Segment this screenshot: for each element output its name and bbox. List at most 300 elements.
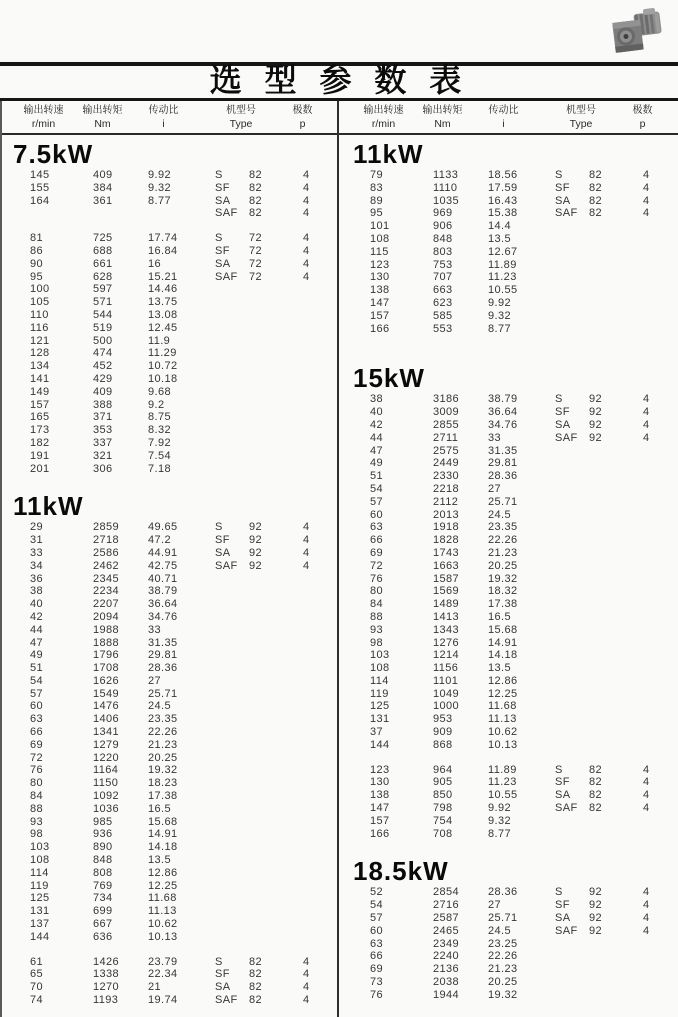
- cell-torque: 474: [93, 347, 113, 360]
- cell-speed: 89: [370, 194, 384, 207]
- type-prefix: SA: [215, 546, 231, 559]
- cell-speed: 40: [370, 406, 384, 419]
- table-row: [340, 776, 678, 789]
- cell-type: SA 82: [215, 981, 263, 994]
- cell-type: [215, 296, 303, 309]
- cell-speed: 76: [30, 764, 44, 777]
- cell-ratio: 16: [148, 257, 162, 270]
- table-row: [340, 976, 678, 989]
- cell-poles: [303, 905, 338, 918]
- table-row: [0, 373, 338, 386]
- cell-poles: [643, 470, 678, 483]
- cell-type: [215, 752, 303, 765]
- cell-ratio: 24.5: [148, 700, 172, 713]
- cell-ratio: 11.89: [488, 763, 517, 776]
- table-row: [340, 534, 678, 547]
- cell-ratio: 11.23: [488, 271, 517, 284]
- type-prefix: SAF: [555, 802, 578, 815]
- cell-ratio: 18.32: [488, 585, 518, 598]
- cell-ratio: 16.43: [488, 194, 518, 207]
- cell-torque: 1338: [93, 968, 120, 981]
- cell-torque: 848: [433, 232, 453, 245]
- cell-poles: [303, 424, 338, 437]
- cell-torque: 868: [433, 738, 453, 751]
- table-row: [0, 573, 338, 586]
- cell-poles: 4: [643, 181, 650, 194]
- cell-type: S 92: [215, 521, 263, 534]
- cell-speed: 88: [370, 610, 384, 623]
- table-row: [0, 981, 338, 994]
- cell-speed: 65: [30, 968, 44, 981]
- cell-type: [215, 841, 303, 854]
- cell-type: SA 82: [555, 789, 603, 802]
- table-row: [340, 560, 678, 573]
- cell-ratio: 21.23: [488, 963, 518, 976]
- cell-poles: [643, 688, 678, 701]
- column-header-unit: i: [162, 118, 165, 130]
- table-row: [0, 611, 338, 624]
- table-row: [0, 424, 338, 437]
- cell-poles: [643, 310, 678, 323]
- cell-speed: 95: [370, 207, 384, 220]
- cell-speed: 60: [370, 924, 384, 937]
- cell-speed: 144: [370, 738, 390, 751]
- cell-speed: [30, 207, 93, 220]
- cell-torque: 1888: [93, 636, 120, 649]
- cell-poles: [303, 726, 338, 739]
- cell-poles: [303, 437, 338, 450]
- cell-poles: [643, 675, 678, 688]
- cell-poles: 4: [643, 802, 650, 815]
- table-row: [0, 547, 338, 560]
- cell-speed: 72: [370, 559, 384, 572]
- table-column-right: [340, 135, 678, 1002]
- cell-ratio: 27: [148, 674, 162, 687]
- type-prefix: SF: [555, 776, 570, 789]
- cell-poles: 4: [303, 169, 310, 181]
- cell-ratio: 13.5: [488, 662, 512, 675]
- cell-poles: [303, 450, 338, 463]
- section-title: 18.5kW: [353, 856, 449, 887]
- cell-ratio: 10.55: [488, 284, 518, 297]
- cell-ratio: 20.25: [488, 559, 518, 572]
- cell-torque: 1489: [433, 598, 460, 611]
- table-row: [0, 411, 338, 424]
- table-row: [340, 585, 678, 598]
- cell-poles: [303, 892, 338, 905]
- table-row: [0, 296, 338, 309]
- cell-speed: 155: [30, 181, 50, 194]
- cell-poles: 4: [303, 232, 310, 245]
- cell-speed: 69: [370, 963, 384, 976]
- cell-ratio: 7.54: [148, 449, 172, 462]
- cell-speed: 157: [370, 814, 390, 827]
- cell-torque: 985: [93, 815, 113, 828]
- cell-speed: 83: [370, 181, 384, 194]
- header-unit-row: [0, 118, 338, 132]
- cell-speed: 54: [370, 482, 384, 495]
- cell-torque: 623: [433, 296, 453, 309]
- table-row: [0, 688, 338, 701]
- cell-ratio: 11.13: [488, 713, 517, 726]
- cell-type: [555, 649, 643, 662]
- column-header-label: 输出转速: [23, 105, 64, 116]
- cell-ratio: 9.92: [488, 802, 512, 815]
- cell-speed: 36: [30, 572, 44, 585]
- cell-torque: 3186: [433, 393, 460, 406]
- cell-speed: 84: [30, 790, 44, 803]
- cell-speed: 76: [370, 572, 384, 585]
- cell-ratio: 10.62: [148, 918, 178, 931]
- cell-type: [215, 726, 303, 739]
- cell-speed: 47: [30, 636, 44, 649]
- cell-speed: 33: [30, 546, 44, 559]
- type-prefix: SAF: [215, 207, 238, 220]
- cell-poles: [643, 989, 678, 1002]
- cell-torque: 2462: [93, 559, 120, 572]
- cell-torque: 803: [433, 245, 453, 258]
- cell-type: [555, 470, 643, 483]
- table-row: [340, 207, 678, 220]
- cell-poles: [303, 411, 338, 424]
- cell-poles: [643, 598, 678, 611]
- cell-torque: 452: [93, 360, 113, 373]
- cell-type: [215, 573, 303, 586]
- cell-poles: 4: [303, 559, 310, 572]
- cell-type: [555, 976, 643, 989]
- cell-type: [555, 611, 643, 624]
- table-row: [340, 938, 678, 951]
- table-row: [0, 816, 338, 829]
- cell-type: S 92: [555, 393, 603, 406]
- type-prefix: SF: [215, 181, 230, 194]
- table-row: [0, 931, 338, 944]
- column-header-unit: p: [299, 118, 306, 130]
- table-row: [340, 496, 678, 509]
- cell-speed: 44: [30, 623, 44, 636]
- cell-type: S 82: [555, 169, 603, 181]
- table-row: [0, 560, 338, 573]
- type-prefix: S: [215, 521, 223, 534]
- row-block: [0, 232, 338, 475]
- cell-poles: [643, 726, 678, 739]
- cell-poles: [643, 534, 678, 547]
- cell-poles: [303, 649, 338, 662]
- column-header-unit: Nm: [94, 118, 111, 130]
- table-row: [0, 437, 338, 450]
- table-row: [0, 956, 338, 969]
- cell-type: [555, 483, 643, 496]
- cell-torque: 1220: [93, 751, 120, 764]
- cell-poles: [303, 463, 338, 476]
- type-prefix: SAF: [555, 431, 578, 444]
- cell-ratio: 17.74: [148, 232, 178, 245]
- column-header-unit: Type: [229, 118, 253, 130]
- cell-torque: 1413: [433, 610, 460, 623]
- cell-speed: 74: [30, 994, 44, 1007]
- cell-speed: 157: [30, 398, 50, 411]
- cell-ratio: 21.23: [488, 546, 518, 559]
- cell-poles: 4: [643, 431, 650, 444]
- table-row: [0, 905, 338, 918]
- cell-ratio: 9.32: [488, 814, 512, 827]
- cell-type: [555, 297, 643, 310]
- cell-torque: 2586: [93, 546, 120, 559]
- cell-torque: 1164: [93, 764, 119, 777]
- cell-speed: 125: [30, 892, 50, 905]
- cell-type: [215, 675, 303, 688]
- cell-type: SF 72: [215, 244, 263, 257]
- cell-torque: 571: [93, 296, 113, 309]
- cell-speed: 76: [370, 988, 384, 1001]
- cell-torque: 661: [93, 257, 113, 270]
- cell-type: SAF 82: [215, 207, 263, 220]
- cell-speed: 164: [30, 194, 50, 207]
- cell-ratio: 11.13: [148, 905, 177, 918]
- table-row: [340, 912, 678, 925]
- cell-speed: 63: [30, 713, 44, 726]
- table-row: [0, 649, 338, 662]
- cell-torque: 553: [433, 322, 453, 335]
- cell-speed: 114: [30, 866, 49, 879]
- cell-poles: 4: [303, 546, 310, 559]
- cell-ratio: 11.68: [488, 700, 517, 713]
- cell-torque: 337: [93, 436, 113, 449]
- cell-type: [555, 271, 643, 284]
- column-header-unit: p: [639, 118, 646, 130]
- cell-type: [555, 739, 643, 752]
- cell-poles: 4: [643, 406, 650, 419]
- cell-speed: 98: [370, 636, 384, 649]
- cell-torque: 2465: [433, 924, 460, 937]
- cell-torque: 2716: [433, 899, 460, 912]
- table-row: [340, 828, 678, 841]
- cell-torque: 384: [93, 181, 113, 194]
- type-prefix: S: [555, 393, 563, 406]
- cell-speed: 90: [30, 257, 44, 270]
- cell-torque: 1626: [93, 674, 120, 687]
- cell-type: [555, 457, 643, 470]
- table-row: [340, 432, 678, 445]
- cell-poles: [303, 700, 338, 713]
- table-row: [0, 637, 338, 650]
- cell-torque: 2349: [433, 937, 460, 950]
- page-title: 选 型 参 数 表: [209, 62, 469, 98]
- type-prefix: SA: [555, 418, 571, 431]
- table-row: [340, 739, 678, 752]
- cell-torque: 2330: [433, 470, 460, 483]
- cell-type: [555, 828, 643, 841]
- cell-type: [555, 246, 643, 259]
- cell-ratio: 38.79: [148, 585, 178, 598]
- column-header-unit: r/min: [31, 118, 56, 130]
- cell-poles: [303, 816, 338, 829]
- cell-type: [555, 547, 643, 560]
- cell-speed: 134: [30, 360, 50, 373]
- type-prefix: SAF: [215, 559, 238, 572]
- cell-speed: 191: [30, 449, 50, 462]
- cell-speed: 123: [370, 258, 390, 271]
- table-row: [0, 169, 338, 182]
- cell-torque: 2013: [433, 508, 460, 521]
- cell-ratio: 8.77: [488, 827, 512, 840]
- table-row: [0, 675, 338, 688]
- cell-type: [555, 688, 643, 701]
- cell-torque: 2718: [93, 534, 120, 547]
- cell-type: S 82: [215, 955, 263, 968]
- row-block: [0, 169, 338, 220]
- table-row: [340, 259, 678, 272]
- cell-torque: 1276: [433, 636, 460, 649]
- cell-torque: 1708: [93, 662, 120, 675]
- cell-ratio: 11.9: [148, 334, 171, 347]
- table-row: [0, 450, 338, 463]
- type-prefix: SF: [555, 899, 570, 912]
- table-row: [340, 419, 678, 432]
- cell-ratio: 14.46: [148, 283, 178, 296]
- cell-poles: [303, 790, 338, 803]
- table-row: [0, 283, 338, 296]
- cell-type: [555, 700, 643, 713]
- cell-poles: 4: [643, 207, 650, 220]
- cell-poles: [303, 573, 338, 586]
- cell-type: SAF 82: [555, 802, 603, 815]
- table-row: [340, 675, 678, 688]
- cell-poles: 4: [303, 968, 310, 981]
- cell-type: [215, 437, 303, 450]
- cell-ratio: 7.92: [148, 436, 172, 449]
- table-row: [340, 700, 678, 713]
- cell-ratio: 19.32: [488, 988, 518, 1001]
- cell-ratio: 9.2: [148, 398, 165, 411]
- cell-type: [215, 611, 303, 624]
- cell-ratio: 28.36: [148, 662, 178, 675]
- cell-speed: 60: [30, 700, 44, 713]
- cell-poles: [303, 386, 338, 399]
- cell-ratio: 15.68: [148, 815, 178, 828]
- cell-torque: 353: [93, 424, 113, 437]
- type-prefix: SAF: [555, 207, 578, 220]
- cell-torque: 798: [433, 802, 453, 815]
- cell-poles: [303, 828, 338, 841]
- cell-type: [215, 283, 303, 296]
- cell-ratio: 11.89: [488, 258, 517, 271]
- cell-poles: [303, 598, 338, 611]
- cell-poles: [303, 624, 338, 637]
- table-row: [340, 233, 678, 246]
- cell-ratio: 12.86: [148, 866, 178, 879]
- cell-torque: 708: [433, 827, 453, 840]
- table-row: [340, 457, 678, 470]
- cell-ratio: 22.26: [148, 726, 178, 739]
- cell-ratio: 9.92: [148, 169, 172, 181]
- header-label-row: [340, 102, 678, 118]
- cell-type: [215, 347, 303, 360]
- table-row: [0, 335, 338, 348]
- cell-torque: 1133: [433, 169, 459, 181]
- cell-torque: 1193: [93, 994, 119, 1007]
- cell-torque: 936: [93, 828, 113, 841]
- cell-poles: [643, 963, 678, 976]
- cell-type: [215, 411, 303, 424]
- cell-poles: [643, 323, 678, 336]
- cell-ratio: 22.34: [148, 968, 178, 981]
- cell-ratio: 44.91: [148, 546, 178, 559]
- cell-type: [215, 649, 303, 662]
- cell-torque: 409: [93, 385, 113, 398]
- cell-speed: 66: [30, 726, 44, 739]
- cell-poles: [643, 739, 678, 752]
- cell-poles: [643, 649, 678, 662]
- table-row: [340, 963, 678, 976]
- table-row: [340, 195, 678, 208]
- cell-poles: [303, 713, 338, 726]
- cell-speed: 52: [370, 886, 384, 899]
- cell-torque: 964: [433, 763, 453, 776]
- table-row: [340, 989, 678, 1002]
- cell-poles: 4: [643, 886, 650, 899]
- cell-ratio: 36.64: [148, 598, 178, 611]
- cell-ratio: 33: [148, 623, 162, 636]
- cell-type: S 82: [555, 763, 603, 776]
- cell-type: [555, 624, 643, 637]
- cell-speed: 141: [30, 372, 50, 385]
- cell-torque: 734: [93, 892, 113, 905]
- cell-poles: [643, 700, 678, 713]
- cell-type: [215, 764, 303, 777]
- cell-speed: 131: [30, 905, 50, 918]
- cell-type: [215, 450, 303, 463]
- type-prefix: S: [555, 763, 563, 776]
- cell-type: [215, 309, 303, 322]
- table-row: [340, 764, 678, 777]
- cell-torque: 2345: [93, 572, 120, 585]
- cell-type: [215, 828, 303, 841]
- cell-type: [215, 688, 303, 701]
- cell-torque: 1156: [433, 662, 459, 675]
- cell-torque: 1587: [433, 572, 460, 585]
- row-block: [0, 956, 338, 1007]
- cell-poles: 4: [303, 270, 310, 283]
- table-row: [0, 322, 338, 335]
- column-header-label: 输出转速: [363, 105, 404, 116]
- table-row: [0, 867, 338, 880]
- cell-ratio: 33: [488, 431, 502, 444]
- cell-ratio: 29.81: [488, 457, 518, 470]
- cell-ratio: 23.25: [488, 937, 518, 950]
- cell-ratio: 15.38: [488, 207, 518, 220]
- table-row: [0, 386, 338, 399]
- row-block: [340, 169, 678, 335]
- cell-ratio: 11.23: [488, 776, 517, 789]
- cell-ratio: 12.45: [148, 321, 178, 334]
- cell-poles: [303, 739, 338, 752]
- cell-type: [555, 963, 643, 976]
- cell-poles: [643, 611, 678, 624]
- cell-type: [215, 662, 303, 675]
- cell-ratio: [148, 207, 215, 220]
- cell-torque: 1101: [433, 674, 459, 687]
- table-row: [340, 297, 678, 310]
- table-row: [0, 624, 338, 637]
- cell-poles: 4: [643, 393, 650, 406]
- cell-poles: [643, 509, 678, 522]
- cell-speed: 72: [30, 751, 44, 764]
- cell-speed: 144: [30, 930, 50, 943]
- table-header-right: [340, 102, 678, 132]
- cell-poles: [303, 854, 338, 867]
- cell-ratio: 11.68: [148, 892, 177, 905]
